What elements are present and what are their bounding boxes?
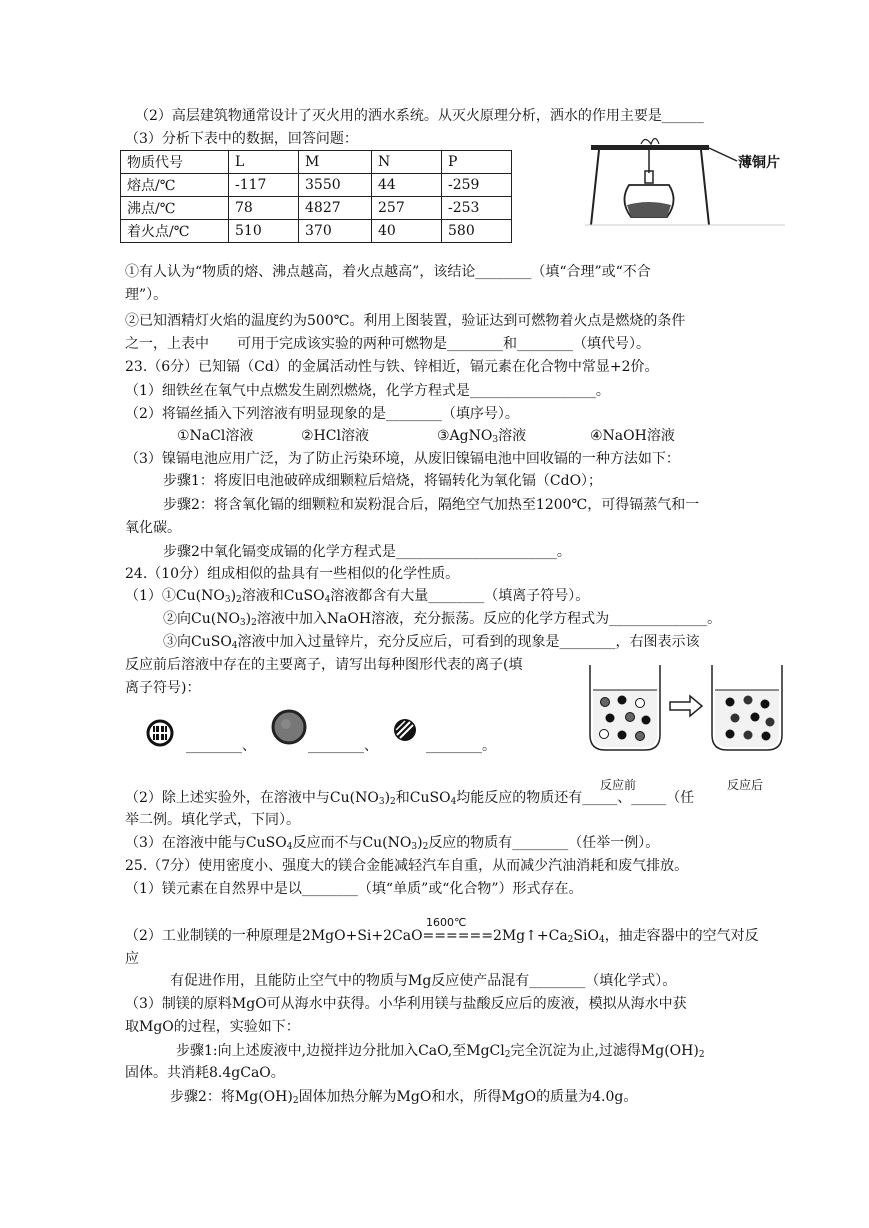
q23-step3: 步骤2中氧化镉变成镉的化学方程式是_______________________。 [163, 544, 571, 560]
ion-blank-2: ________、 [308, 738, 378, 754]
table-cell: 257 [372, 197, 442, 220]
q25-step1-line2: 固体。共消耗8.4gCaO。 [125, 1065, 285, 1081]
table-cell: L [229, 151, 299, 174]
table-cell: 3550 [299, 174, 372, 197]
q22-part1-line1: ①有人认为“物质的熔、沸点越高，着火点越高”，该结论________（填“合理”或“不合 [125, 264, 651, 280]
q24-sub2-line2: 举二例。填化学式，下同）。 [125, 812, 300, 828]
table-cell: 沸点/℃ [121, 197, 229, 220]
q24-part1-line4: 反应前后溶液中存在的主要离子，请写出每种图形代表的离子(填 [125, 657, 523, 673]
table-cell: 40 [372, 220, 442, 243]
q23-option-4: ④NaOH溶液 [590, 428, 675, 444]
q24-sub2-line1: （2）除上述实验外，在溶液中与$Cu(NO_3)_2$和CuSO$_4$均能反应的物质还有_____、_____（任 [125, 790, 695, 807]
q23-step2-line2: 氧化碳。 [125, 520, 181, 536]
copper-sheet-label: 薄铜片 [738, 155, 780, 171]
q25-sub2-line2: 应 [125, 951, 139, 967]
table-cell: 物质代号 [121, 151, 229, 174]
dark-gray-ion-icon [271, 709, 307, 745]
q24-title: 24.（10分）组成相似的盐具有一些相似的化学性质。 [125, 566, 460, 582]
table-cell: N [372, 151, 442, 174]
table-cell: 44 [372, 174, 442, 197]
table-cell: -259 [442, 174, 512, 197]
q24-part1-line1: $(1)①Cu(NO_3)_2$溶液和CuSO$_4$溶液都含有大量________（填离子符号）。 [125, 588, 590, 605]
table-row [121, 174, 512, 197]
q23-sub3: （3）镍镉电池应用广泛，为了防止污染环境，从废旧镍镉电池中回收镉的一种方法如下： [125, 451, 680, 467]
table-cell: 熔点/℃ [121, 174, 229, 197]
reaction-condition: 1600℃ [426, 916, 467, 929]
q25-sub3-line2: 取MgO的过程，实验如下： [125, 1019, 300, 1035]
q22-part2-line1: ②已知酒精灯火焰的温度约为500℃。利用上图装置，验证达到可燃物着火点是燃烧的条件 [125, 313, 686, 329]
q24-part1-line2: ②向$Cu(NO_3)_2$溶液中加入NaOH溶液，充分振荡。反应的化学方程式为______________。 [163, 611, 722, 628]
table-row [121, 151, 512, 174]
q25-sub3-line1: （3）制镁的原料MgO可从海水中获得。小华利用镁与盐酸反应后的废液，模拟从海水中获 [125, 996, 687, 1012]
checkered-ion-icon [146, 719, 174, 747]
after-reaction-label: 反应后 [727, 778, 764, 792]
q22-line-2: （2）高层建筑物通常设计了灭火用的洒水系统。从灭火原理分析，洒水的作用主要是______ [135, 108, 704, 124]
table-cell: 着火点/℃ [121, 220, 229, 243]
table-cell: -253 [442, 197, 512, 220]
table-cell: 580 [442, 220, 512, 243]
q25-sub2-line1: （2）工业制镁的一种原理是$2MgO+Si+2CaO======2Mg↑+Ca_2SiO_4$，抽走容器中的空气对反 [125, 928, 759, 945]
q23-sub1: （1）细铁丝在氧气中点燃发生剧烈燃烧，化学方程式是__________________。 [125, 383, 610, 399]
table-row [121, 220, 512, 243]
ion-blank-3: ________。 [426, 738, 496, 754]
before-reaction-label: 反应前 [600, 778, 637, 792]
q24-sub3: （3）在溶液中能与CuSO$_4$反应而不与$Cu(NO_3)_2$反应的物质有________（任举一例）。 [125, 835, 660, 852]
striped-ion-icon [392, 717, 418, 743]
q25-step2: 步骤2：将$Mg(OH)_2$固体加热分解为MgO和水，所得MgO的质量为4.0g。 [170, 1089, 638, 1106]
q24-part1-line5: 离子符号)： [125, 680, 201, 696]
q22-part1-line2: 理”）。 [125, 287, 168, 303]
q24-part1-line3: ③向CuSO$_4$溶液中加入过量锌片，充分反应后，可看到的现象是________，右图表示该 [163, 634, 700, 651]
copper-sheet-apparatus-figure [585, 133, 785, 228]
q23-step2-line1: 步骤2：将含氧化镉的细颗粒和炭粉混合后，隔绝空气加热至1200℃，可得镉蒸气和一 [163, 497, 700, 513]
table-cell: 4827 [299, 197, 372, 220]
q23-option-2: ②HCl溶液 [301, 428, 369, 444]
q25-sub1: （1）镁元素在自然界中是以________（填“单质”或“化合物”）形式存在。 [125, 881, 583, 897]
table-cell: 370 [299, 220, 372, 243]
q23-sub2: （2）将镉丝插入下列溶液有明显现象的是________（填序号）。 [125, 406, 519, 422]
table-cell: M [299, 151, 372, 174]
table-cell: -117 [229, 174, 299, 197]
table-cell: P [442, 151, 512, 174]
q22-line-3: （3）分析下表中的数据，回答问题： [125, 131, 358, 147]
q22-part2-line2: 之一，上表中 可用于完成该实验的两种可燃物是________和________（填代号）。 [125, 336, 650, 352]
q23-title: 23.（6分）已知镉（Cd）的金属活动性与铁、锌相近，镉元素在化合物中常显+2价。 [125, 359, 659, 375]
q23-option-1: ①NaCl溶液 [177, 428, 254, 444]
table-cell: 510 [229, 220, 299, 243]
table-row [121, 197, 512, 220]
properties-table [120, 150, 512, 243]
ion-blank-1: ________、 [186, 738, 256, 754]
q23-step1: 步骤1：将废旧电池破碎成细颗粒后焙烧，将镉转化为氧化镉（CdO）； [163, 473, 603, 489]
table-cell: 78 [229, 197, 299, 220]
reaction-ions-figure [580, 660, 790, 772]
q23-option-3: ③AgNO$_3$溶液 [437, 428, 527, 445]
q25-sub2-line3: 有促进作用，且能防止空气中的物质与Mg反应使产品混有________（填化学式）。 [170, 973, 677, 989]
q25-title: 25.（7分）使用密度小、强度大的镁合金能减轻汽车自重，从而减少汽油消耗和废气排放。 [125, 858, 689, 874]
q25-step1-line1: 步骤1:向上述废液中,边搅拌边分批加入CaO,至MgCl$_2$完全沉淀为止,过滤得$Mg(OH)_2$ [176, 1043, 705, 1060]
